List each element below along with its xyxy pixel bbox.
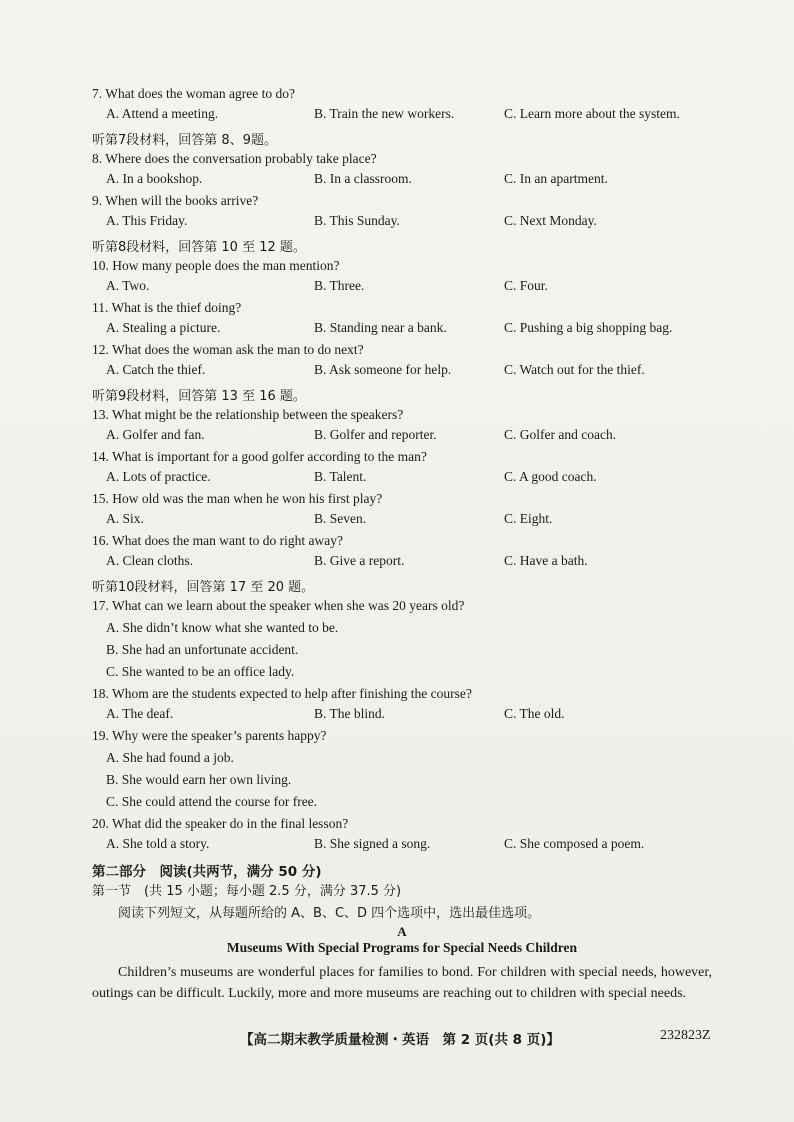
option-b: B. She would earn her own living.	[106, 772, 292, 787]
listening-instruction: 听第7段材料，回答第 8、9题。	[92, 133, 277, 148]
option-b: B. Talent.	[314, 469, 367, 484]
listening-instruction: 听第10段材料，回答第 17 至 20 题。	[92, 580, 315, 595]
option-b: B. The blind.	[314, 706, 386, 721]
question-stem: 13. What might be the relationship between the speakers?	[92, 407, 404, 422]
option-c: C. Have a bath.	[504, 553, 588, 568]
option-a: A. She didn’t know what she wanted to be.	[106, 620, 339, 635]
option-b: B. Standing near a bank.	[314, 320, 447, 335]
option-a: A. Catch the thief.	[106, 362, 206, 377]
question-item	[92, 258, 712, 300]
option-c: C. She could attend the course for free.	[106, 794, 318, 809]
option-a: A. In a bookshop.	[106, 171, 203, 186]
page-footer: 【高二期末教学质量检测・英语 第 2 页(共 8 页)】	[240, 1032, 560, 1048]
question-18	[92, 686, 712, 728]
option-a: A. Six.	[106, 511, 144, 526]
option-c: C. Eight.	[504, 511, 553, 526]
option-c: C. Next Monday.	[504, 213, 597, 228]
option-b: B. Golfer and reporter.	[314, 427, 437, 442]
option-b: B. Three.	[314, 278, 365, 293]
option-b: B. She signed a song.	[314, 836, 431, 851]
question-stem: 15. How old was the man when he won his first play?	[92, 491, 383, 506]
passage-paragraph: Children’s museums are wonderful places for families to bond. For children with special needs, however, outings can be difficult. Luckily, more and more museums are reaching out to children with special needs.	[92, 965, 712, 1001]
option-a: A. Clean cloths.	[106, 553, 193, 568]
option-a: A. She told a story.	[106, 836, 210, 851]
option-c: C. She wanted to be an office lady.	[106, 664, 295, 679]
question-17	[92, 598, 712, 686]
option-b: B. Give a report.	[314, 553, 405, 568]
question-stem: 10. How many people does the man mention?	[92, 258, 340, 273]
listening-instruction: 听第8段材料，回答第 10 至 12 题。	[92, 240, 306, 255]
passage-title: Museums With Special Programs for Special Needs Children	[226, 940, 578, 955]
question-19	[92, 728, 712, 816]
option-a: A. Attend a meeting.	[106, 106, 219, 121]
reading-directions: 阅读下列短文，从每题所给的 A、B、C、D 四个选项中，选出最佳选项。	[118, 906, 541, 921]
question-stem: 12. What does the woman ask the man to do next?	[92, 342, 364, 357]
question-item	[92, 193, 712, 235]
question-stem: 14. What is important for a good golfer according to the man?	[92, 449, 427, 464]
option-c: C. Learn more about the system.	[504, 106, 680, 121]
part-two-title: 第二部分 阅读(共两节，满分 50 分)	[92, 864, 322, 880]
option-a: A. She had found a job.	[106, 750, 234, 765]
question-item	[92, 300, 712, 342]
option-a: A. Two.	[106, 278, 150, 293]
question-stem: 20. What did the speaker do in the final lesson?	[92, 816, 349, 831]
question-20	[92, 816, 712, 858]
option-b: B. Ask someone for help.	[314, 362, 452, 377]
question-item	[92, 491, 712, 533]
option-c: C. She composed a poem.	[504, 836, 645, 851]
option-b: B. She had an unfortunate accident.	[106, 642, 299, 657]
question-stem: 16. What does the man want to do right away?	[92, 533, 343, 548]
question-stem: 18. Whom are the students expected to help after finishing the course?	[92, 686, 472, 701]
question-item	[92, 449, 712, 491]
question-stem: 7. What does the woman agree to do?	[92, 86, 295, 101]
option-a: A. The deaf.	[106, 706, 174, 721]
option-a: A. This Friday.	[106, 213, 188, 228]
section-one-heading: 第一节 (共 15 小题；每小题 2.5 分，满分 37.5 分)	[92, 884, 402, 899]
option-c: C. A good coach.	[504, 469, 597, 484]
question-stem: 11. What is the thief doing?	[92, 300, 242, 315]
question-item	[92, 86, 712, 128]
option-a: A. Stealing a picture.	[106, 320, 221, 335]
question-item	[92, 151, 712, 193]
option-c: C. The old.	[504, 706, 565, 721]
listening-instruction: 听第9段材料，回答第 13 至 16 题。	[92, 389, 306, 404]
option-a: A. Lots of practice.	[106, 469, 211, 484]
passage-letter: A	[397, 924, 407, 939]
option-c: C. In an apartment.	[504, 171, 608, 186]
option-b: B. In a classroom.	[314, 171, 412, 186]
question-stem: 9. When will the books arrive?	[92, 193, 259, 208]
option-b: B. This Sunday.	[314, 213, 400, 228]
question-item	[92, 342, 712, 384]
question-stem: 17. What can we learn about the speaker when she was 20 years old?	[92, 598, 465, 613]
question-item	[92, 407, 712, 449]
listening-questions	[92, 86, 712, 598]
option-b: B. Train the new workers.	[314, 106, 455, 121]
exam-code: 232823Z	[660, 1028, 711, 1043]
option-c: C. Watch out for the thief.	[504, 362, 645, 377]
question-stem: 19. Why were the speaker’s parents happy?	[92, 728, 327, 743]
question-item	[92, 533, 712, 575]
option-c: C. Pushing a big shopping bag.	[504, 320, 673, 335]
option-b: B. Seven.	[314, 511, 367, 526]
option-c: C. Four.	[504, 278, 548, 293]
question-stem: 8. Where does the conversation probably take place?	[92, 151, 377, 166]
option-c: C. Golfer and coach.	[504, 427, 617, 442]
option-a: A. Golfer and fan.	[106, 427, 205, 442]
exam-content	[92, 86, 712, 1004]
